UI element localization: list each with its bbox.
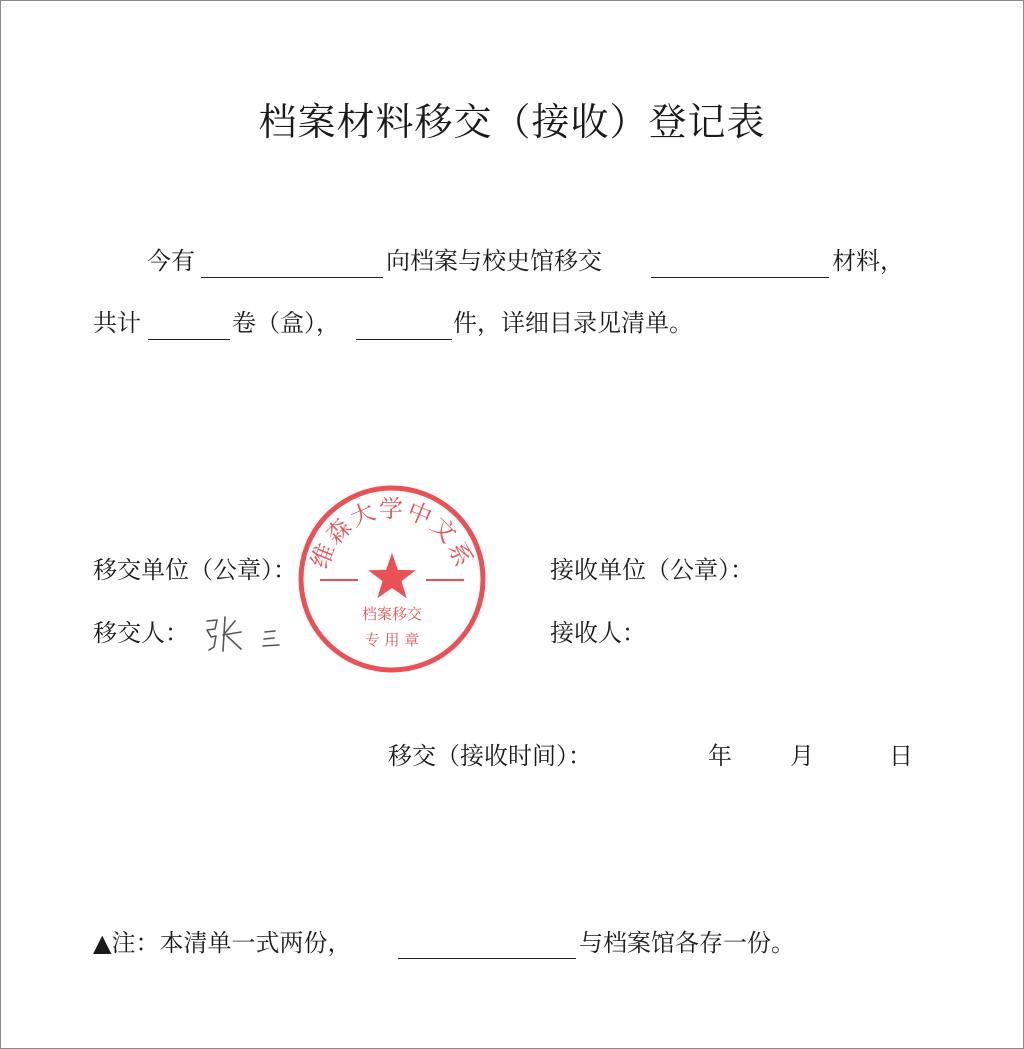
date-month: 月	[790, 742, 814, 770]
unit-name-blank[interactable]	[398, 958, 576, 959]
transfer-unit-label: 移交单位（公章）：	[93, 556, 297, 584]
line1-text-1: 今有	[147, 247, 195, 275]
handwritten-signature	[201, 613, 291, 657]
svg-text:档案移交: 档案移交	[361, 605, 423, 623]
official-seal-stamp	[294, 481, 490, 677]
date-day: 日	[889, 742, 913, 770]
svg-text:维森大学中文系: 维森大学中文系	[305, 494, 479, 573]
line2-text-1: 共计	[93, 309, 141, 337]
line1-text-3: 材料，	[832, 247, 904, 275]
transfer-person-label: 移交人：	[93, 619, 189, 647]
note-text-2: 与档案馆各存一份。	[579, 929, 795, 957]
line2-text-3: 件，详细目录见清单。	[453, 309, 693, 337]
svg-text:专 用 章: 专 用 章	[364, 631, 420, 649]
item-count-blank[interactable]	[356, 339, 452, 340]
document-title: 档案材料移交（接收）登记表	[258, 100, 766, 144]
date-year: 年	[708, 742, 732, 770]
date-label: 移交（接收时间）：	[388, 742, 592, 770]
note-text-1: ▲注：本清单一式两份，	[93, 929, 352, 957]
line2-text-2: 卷（盒），	[232, 309, 340, 337]
donor-unit-blank[interactable]	[201, 277, 383, 278]
line1-text-2: 向档案与校史馆移交	[386, 247, 602, 275]
receive-unit-label: 接收单位（公章）：	[550, 556, 754, 584]
material-name-blank[interactable]	[651, 277, 829, 278]
volume-count-blank[interactable]	[148, 339, 230, 340]
receive-person-label: 接收人：	[550, 619, 646, 647]
